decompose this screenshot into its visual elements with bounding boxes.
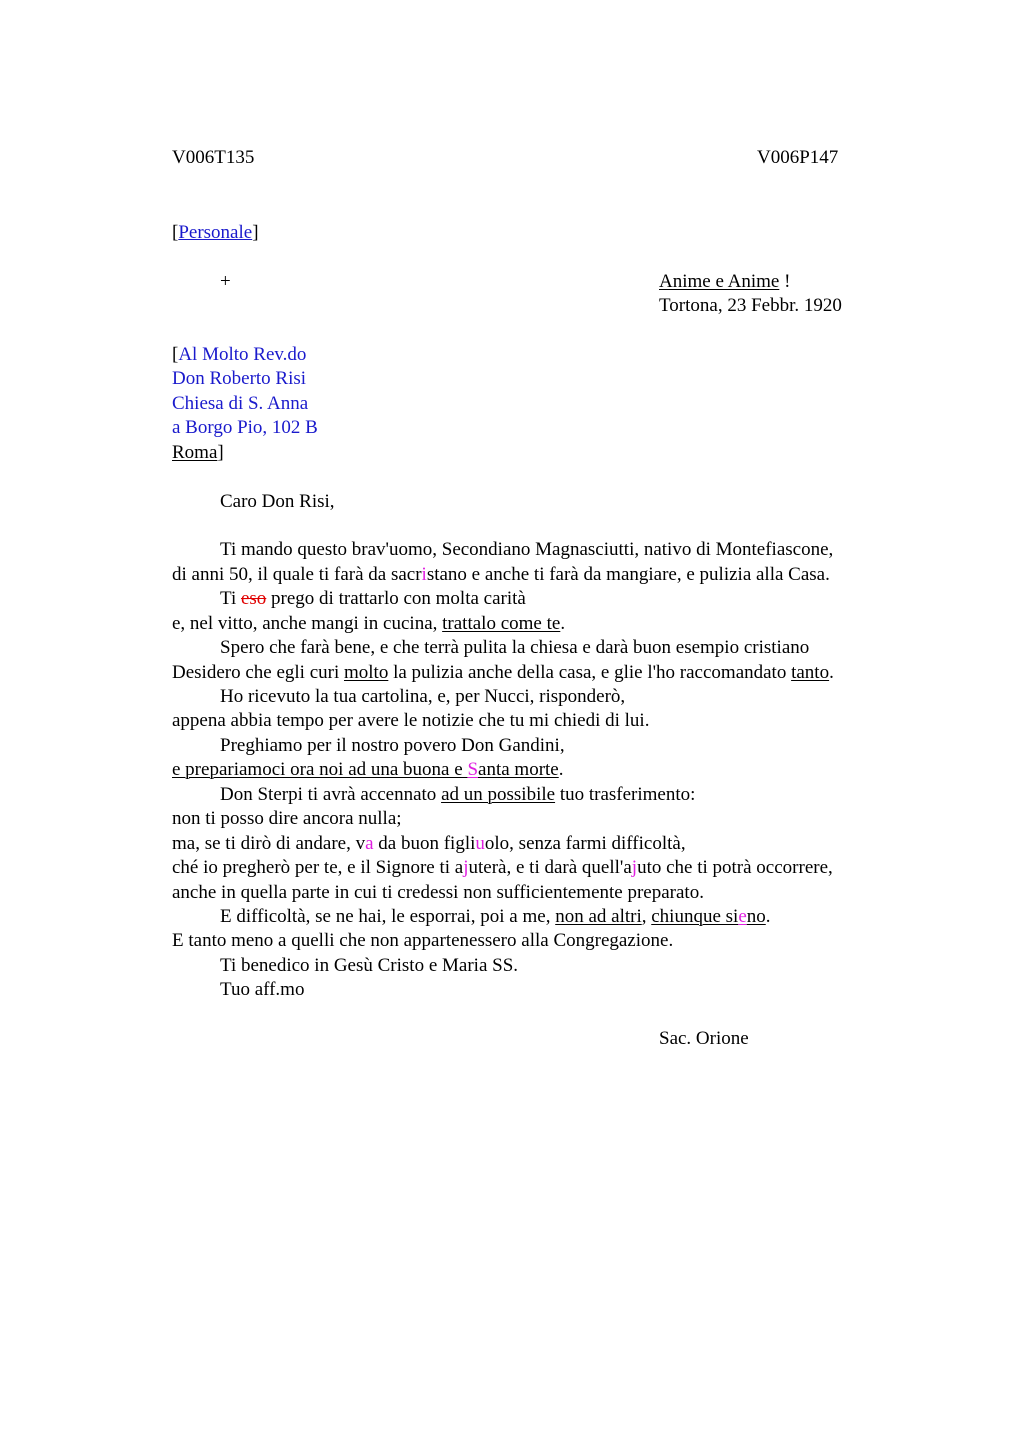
motto bbox=[659, 270, 790, 294]
correction-mark: S bbox=[467, 759, 479, 780]
text-run: da buon figli bbox=[373, 833, 476, 854]
address-line-4: a Borgo Pio, 102 B bbox=[172, 417, 318, 438]
underlined-text: tanto bbox=[791, 662, 830, 683]
address-bracket-close: ] bbox=[217, 442, 224, 463]
underlined-text: ad un possibile bbox=[441, 784, 556, 805]
bracket-close: ] bbox=[252, 222, 259, 243]
cross-symbol: + bbox=[220, 271, 231, 292]
body-line: Preghiamo per il nostro povero Don Gandini, bbox=[220, 735, 565, 756]
underlined-text: anta morte bbox=[478, 759, 559, 780]
body-line bbox=[220, 587, 526, 611]
body-line bbox=[172, 832, 686, 856]
body-line bbox=[172, 612, 565, 636]
body-line bbox=[172, 661, 834, 685]
body-line: Spero che farà bene, e che terrà pulita la chiesa e darà buon esempio cristiano bbox=[220, 637, 810, 658]
motto-text: Anime e Anime bbox=[659, 271, 780, 292]
deleted-word: eso bbox=[240, 588, 267, 609]
text-run: uto che ti potrà occorrere, bbox=[637, 857, 833, 878]
text-run: di anni 50, il quale ti farà da sacr bbox=[172, 564, 422, 585]
category-link-personale[interactable]: Personale bbox=[178, 222, 253, 243]
body-line bbox=[220, 783, 695, 807]
body-line bbox=[172, 856, 833, 880]
salutation: Caro Don Risi, bbox=[220, 491, 335, 512]
correction-mark: j bbox=[463, 857, 469, 878]
correction-mark: a bbox=[365, 833, 374, 854]
dateline: Tortona, 23 Febbr. 1920 bbox=[659, 295, 842, 316]
body-line: E tanto meno a quelli che non appartenessero alla Congregazione. bbox=[172, 930, 674, 951]
body-line: appena abbia tempo per avere le notizie che tu mi chiedi di lui. bbox=[172, 710, 650, 731]
text-run: olo, senza farmi difficoltà, bbox=[484, 833, 686, 854]
category-tag bbox=[172, 221, 259, 245]
body-line: Ho ricevuto la tua cartolina, e, per Nucci, risponderò, bbox=[220, 686, 626, 707]
correction-mark: j bbox=[631, 857, 638, 878]
text-run: ma, se ti dirò di andare, v bbox=[172, 833, 366, 854]
underlined-text: trattalo come te bbox=[442, 613, 561, 634]
text-run: E difficoltà, se ne hai, le esporrai, poi a me, bbox=[220, 906, 556, 927]
document-code-left: V006T135 bbox=[172, 147, 255, 168]
bracket-open: [ bbox=[172, 222, 179, 243]
text-run: la pulizia anche della casa, e glie l'ho raccomandato bbox=[388, 662, 792, 683]
motto-bang: ! bbox=[779, 271, 791, 292]
text-run: tuo trasferimento: bbox=[555, 784, 696, 805]
address-line-2: Don Roberto Risi bbox=[172, 368, 307, 389]
text-run: ché io pregherò per te, e il Signore ti a bbox=[172, 857, 464, 878]
text-run: , bbox=[641, 906, 652, 927]
address-line-3: Chiesa di S. Anna bbox=[172, 393, 309, 414]
address-city bbox=[172, 441, 224, 465]
correction-mark: u bbox=[475, 833, 485, 854]
underlined-text: non ad altri bbox=[555, 906, 642, 927]
signature: Sac. Orione bbox=[659, 1028, 749, 1049]
address-city-name: Roma bbox=[172, 442, 218, 463]
body-line: Ti mando questo brav'uomo, Secondiano Magnasciutti, nativo di Montefiascone, bbox=[220, 539, 834, 560]
text-run: uterà, e ti darà quell'a bbox=[468, 857, 632, 878]
correction-mark: i bbox=[421, 564, 427, 585]
body-line bbox=[172, 563, 830, 587]
underlined-text: chiunque si bbox=[651, 906, 739, 927]
text-run: . bbox=[560, 613, 566, 634]
text-run: Desidero che egli curi bbox=[172, 662, 344, 683]
text-run: stano e anche ti farà da mangiare, e pulizia alla Casa. bbox=[426, 564, 830, 585]
address-title: Al Molto Rev.do bbox=[178, 344, 307, 365]
text-run: e, nel vitto, anche mangi in cucina, bbox=[172, 613, 443, 634]
text-run: . bbox=[765, 906, 771, 927]
text-run: . bbox=[829, 662, 834, 683]
text-run: prego di trattarlo con molta carità bbox=[266, 588, 526, 609]
text-run: Ti bbox=[220, 588, 241, 609]
text-run: . bbox=[558, 759, 564, 780]
address-line-1 bbox=[172, 343, 306, 367]
correction-mark: e bbox=[738, 906, 747, 927]
text-run: Don Sterpi ti avrà accennato bbox=[220, 784, 442, 805]
body-line bbox=[172, 758, 563, 782]
body-line: anche in quella parte in cui ti credessi non sufficientemente preparato. bbox=[172, 882, 704, 903]
body-line bbox=[220, 905, 771, 929]
body-line: non ti posso dire ancora nulla; bbox=[172, 808, 402, 829]
underlined-text: molto bbox=[343, 662, 389, 683]
underlined-text: no bbox=[746, 906, 766, 927]
blessing-line: Ti benedico in Gesù Cristo e Maria SS. bbox=[220, 955, 519, 976]
address-bracket-open: [ bbox=[172, 344, 179, 365]
closing-line: Tuo aff.mo bbox=[220, 979, 305, 1000]
underlined-text: e prepariamoci ora noi ad una buona e bbox=[172, 759, 468, 780]
document-code-right: V006P147 bbox=[757, 147, 839, 168]
